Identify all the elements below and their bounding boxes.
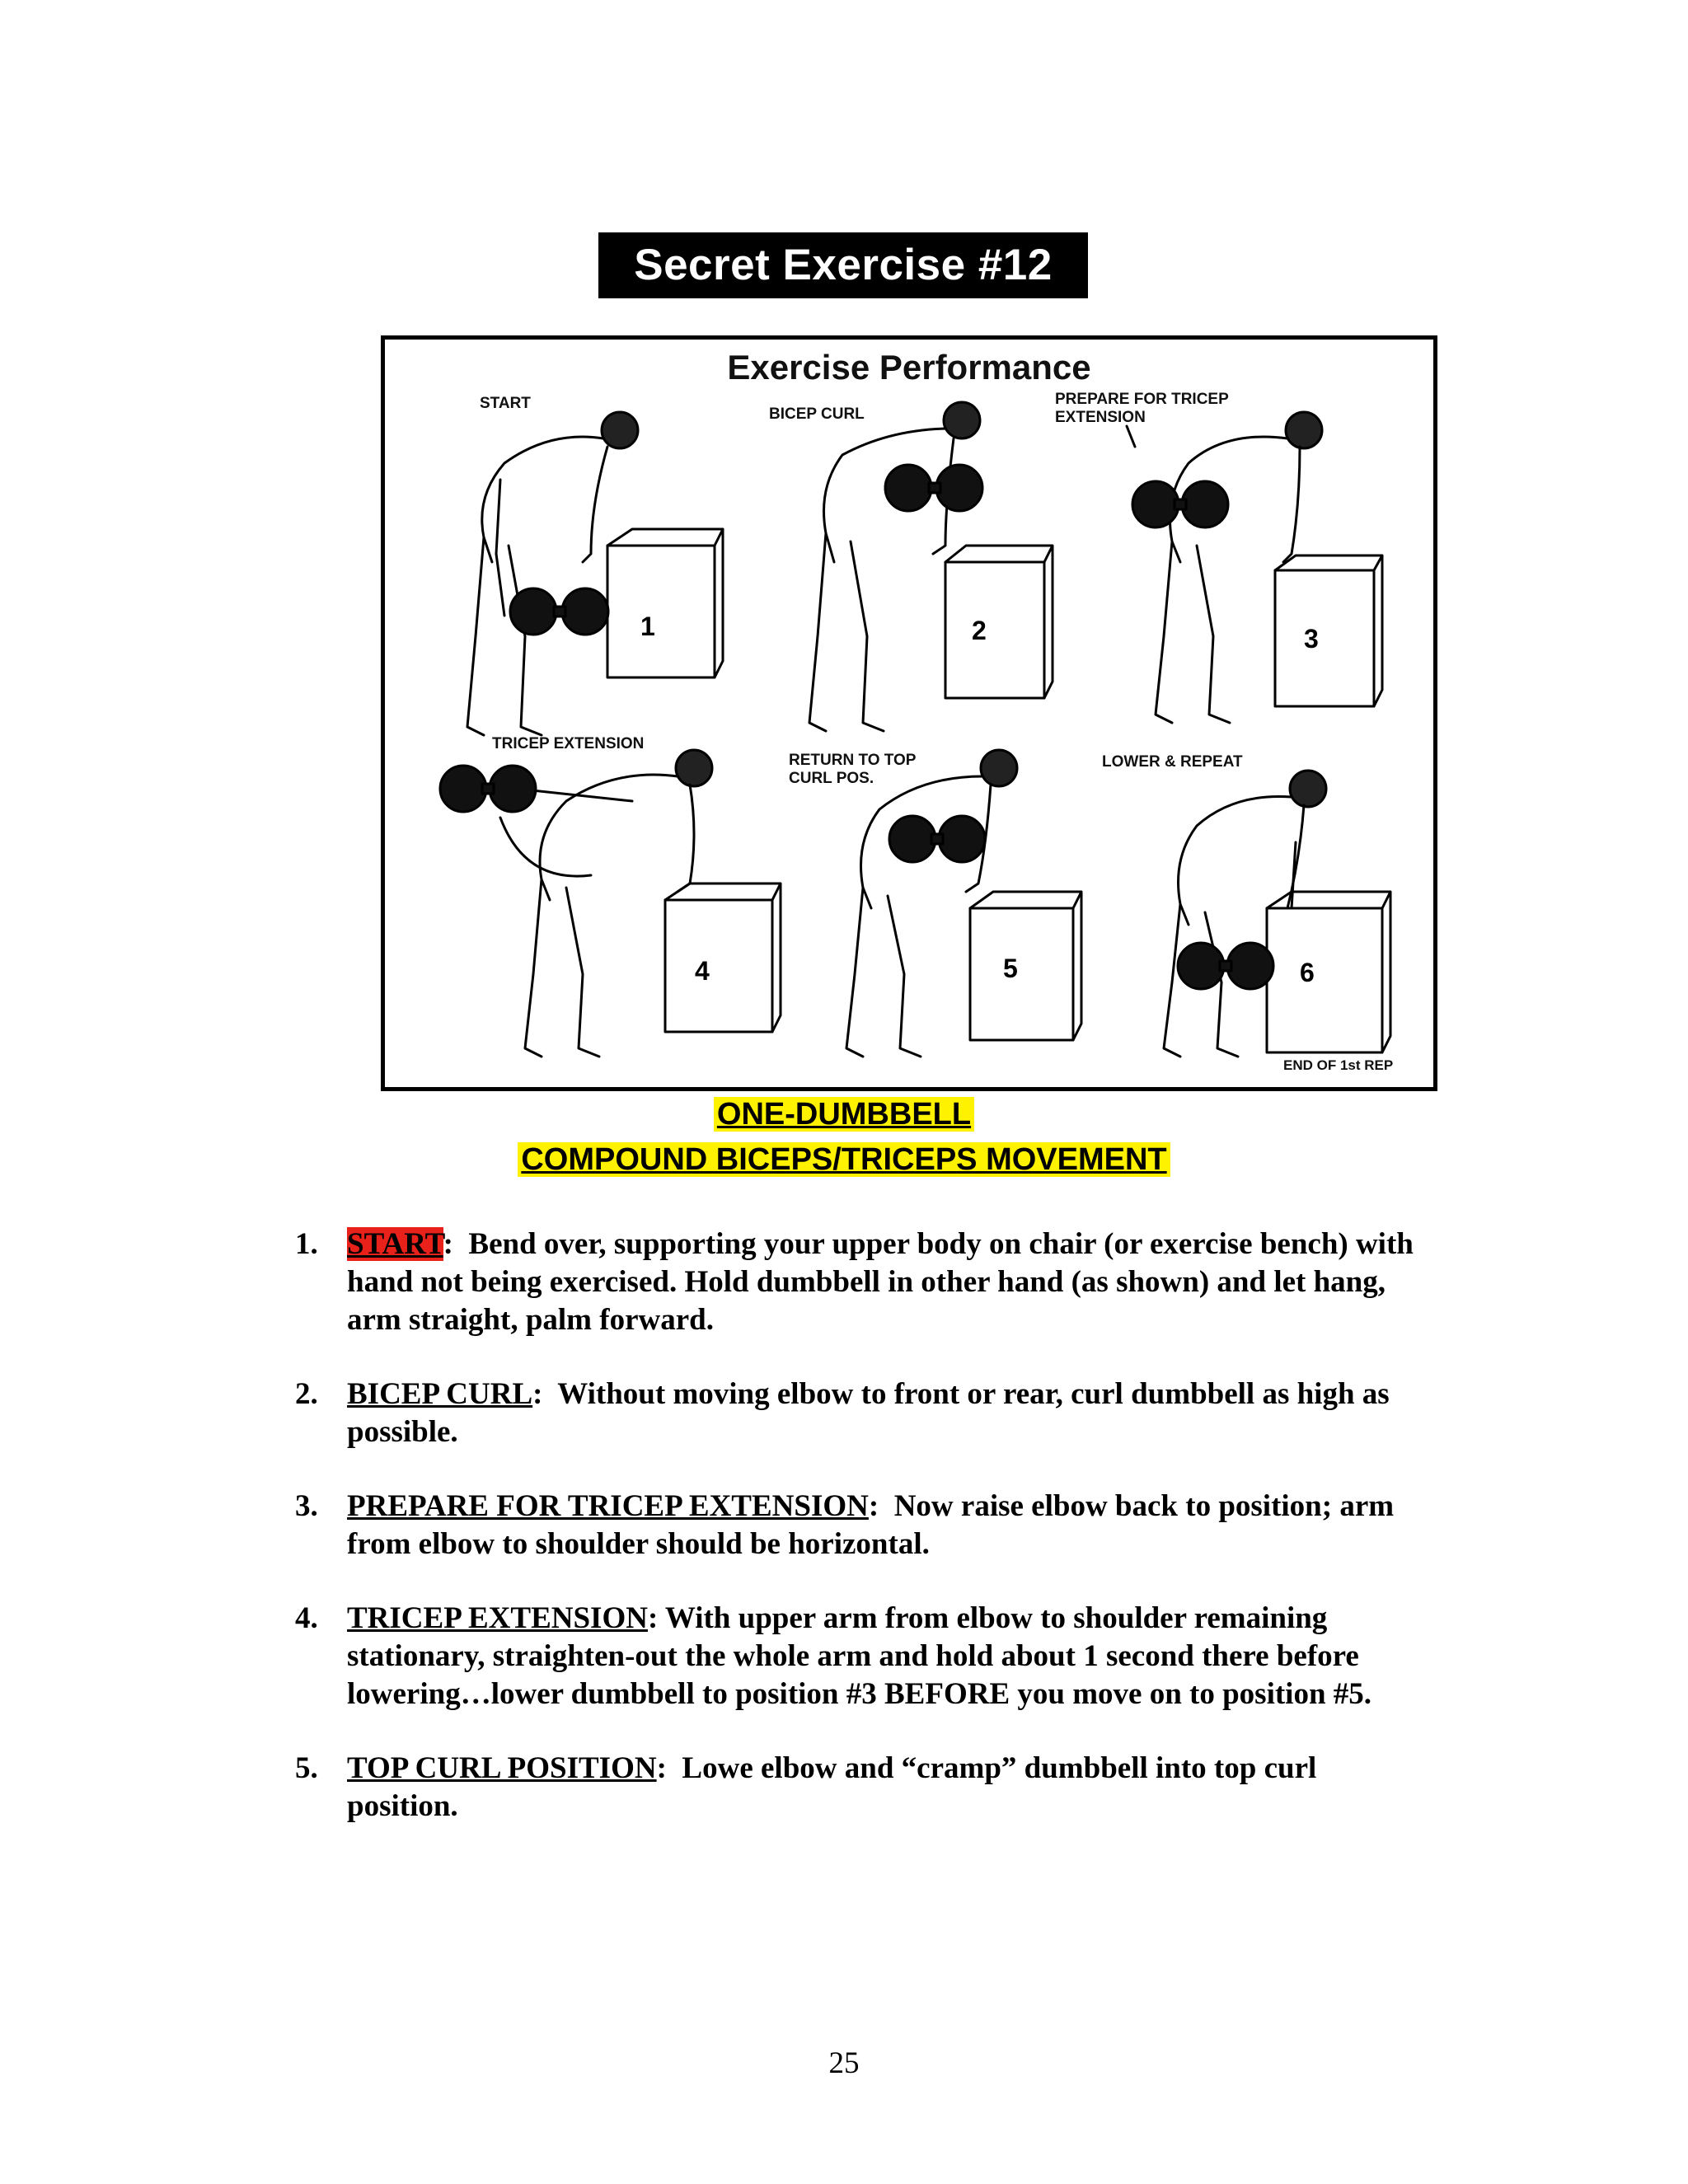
page-number: 25 (828, 2046, 860, 2080)
subtitle-line-1: ONE-DUMBBELL (0, 1094, 1688, 1134)
box-number-3: 3 (1304, 624, 1319, 654)
subtitle-line-2: COMPOUND BICEPS/TRICEPS MOVEMENT (0, 1140, 1688, 1179)
dumbbell-6 (1178, 943, 1273, 989)
exercise-title: Secret Exercise #12 (598, 232, 1088, 298)
step-number: 1. (295, 1227, 318, 1261)
dumbbell-2 (885, 465, 982, 511)
box-number-2: 2 (972, 616, 987, 645)
figure-title: Exercise Performance (727, 348, 1091, 387)
step-heading: BICEP CURL (347, 1377, 533, 1411)
figure-1-athlete (467, 412, 723, 735)
figure-5-athlete (846, 750, 1081, 1057)
box-number-1: 1 (640, 612, 655, 641)
step-heading: PREPARE FOR TRICEP EXTENSION (347, 1489, 869, 1523)
box-number-6: 6 (1300, 958, 1315, 987)
figure-3-athlete (1127, 412, 1382, 723)
step-text: Bend over, supporting your upper body on chair (or exercise bench) with hand not being exercised. Hold dumbbell in other hand (as shown) and let hang, arm straight, palm forward. (347, 1227, 1422, 1337)
step-separator: : (868, 1489, 879, 1523)
step-heading: START (347, 1227, 443, 1261)
step-text: Lowe elbow and “cramp” dumbbell into top curl position. (347, 1751, 1325, 1823)
step-heading: TRICEP EXTENSION (347, 1601, 648, 1635)
step-separator: : (647, 1601, 659, 1635)
step-heading: TOP CURL POSITION (347, 1751, 657, 1785)
step-list (295, 1226, 1432, 1862)
box-number-5: 5 (1003, 954, 1018, 983)
step-number: 2. (295, 1377, 318, 1411)
step-item (295, 1226, 1432, 1339)
step-text: With upper arm from elbow to shoulder remaining stationary, straighten-out the whole arm and hold about 1 second there before lowering…lower dumbbell to position #3 BEFORE you move on to position #5. (347, 1601, 1372, 1711)
end-of-rep-label: END OF 1st REP (1283, 1057, 1394, 1073)
step-number: 5. (295, 1751, 318, 1785)
panel-label-return: RETURN TO TOP CURL POS. (789, 752, 917, 787)
step-item (295, 1600, 1432, 1713)
step-text: Now raise elbow back to position; arm from elbow to shoulder should be horizontal. (347, 1489, 1402, 1561)
exercise-illustration (381, 335, 1437, 1091)
step-separator: : (532, 1377, 543, 1411)
box-number-4: 4 (695, 956, 710, 986)
panel-label-prepare: PREPARE FOR TRICEP EXTENSION (1055, 391, 1229, 426)
step-text: Without moving elbow to front or rear, curl dumbbell as high as possible. (347, 1377, 1397, 1449)
dumbbell-3 (1132, 481, 1228, 527)
panel-label-lower-repeat: LOWER & REPEAT (1102, 753, 1243, 771)
illustration-drawing (385, 340, 1433, 1087)
step-number: 4. (295, 1601, 318, 1635)
figure-4-athlete (500, 750, 781, 1057)
panel-label-start: START (480, 395, 531, 412)
step-number: 3. (295, 1489, 318, 1523)
step-separator: : (443, 1227, 453, 1261)
figure-2-athlete (809, 402, 1053, 731)
step-item (295, 1488, 1432, 1563)
step-separator: : (656, 1751, 667, 1785)
figure-6-athlete (1164, 771, 1390, 1057)
dumbbell-1 (510, 588, 608, 635)
panel-label-tricep-ext: TRICEP EXTENSION (492, 735, 645, 752)
panel-label-bicep-curl: BICEP CURL (769, 405, 865, 423)
dumbbell-5 (889, 816, 985, 862)
dumbbell-4 (440, 766, 536, 812)
step-item (295, 1750, 1432, 1825)
step-item (295, 1376, 1432, 1451)
